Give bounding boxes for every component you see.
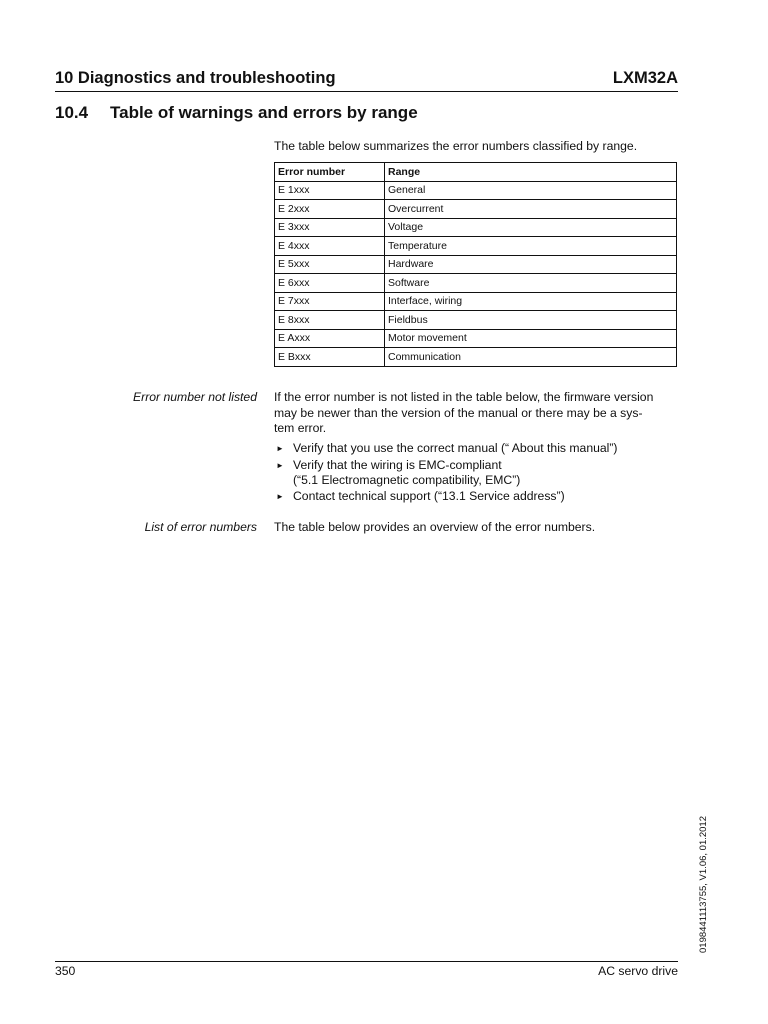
list-item bbox=[274, 458, 617, 488]
error-number-cell: E 4xxx bbox=[275, 237, 385, 256]
section-number: 10.4 bbox=[55, 103, 89, 122]
error-number-cell: E 5xxx bbox=[275, 255, 385, 274]
range-cell: Communication bbox=[385, 348, 677, 367]
header-divider bbox=[55, 91, 678, 92]
error-number-cell: E Bxxx bbox=[275, 348, 385, 367]
paragraph-line: The table below provides an overview of the error numbers. bbox=[274, 520, 596, 534]
column-header-range: Range bbox=[385, 163, 677, 182]
column-header-error-number: Error number bbox=[275, 163, 385, 182]
section-title bbox=[55, 103, 418, 123]
range-cell: Motor movement bbox=[385, 329, 677, 348]
table-row bbox=[275, 218, 677, 237]
margin-label-list-errors: List of error numbers bbox=[144, 520, 257, 534]
error-number-cell: E 7xxx bbox=[275, 292, 385, 311]
list-item-text: Verify that the wiring is EMC-compliant bbox=[293, 457, 502, 472]
triangle-bullet-icon: ► bbox=[276, 444, 284, 453]
error-number-cell: E 2xxx bbox=[275, 200, 385, 219]
paragraph-line: may be newer than the version of the manual or there may be a sys- bbox=[274, 405, 643, 420]
margin-label-not-listed: Error number not listed bbox=[133, 390, 257, 404]
table-row bbox=[275, 311, 677, 330]
table-row bbox=[275, 329, 677, 348]
triangle-bullet-icon: ► bbox=[276, 460, 284, 470]
error-number-cell: E 1xxx bbox=[275, 181, 385, 200]
list-item-text: Contact technical support (“13.1 Service address”) bbox=[293, 489, 565, 503]
section-title-text: Table of warnings and errors by range bbox=[110, 103, 418, 122]
range-cell: Overcurrent bbox=[385, 200, 677, 219]
range-cell: Software bbox=[385, 274, 677, 293]
table-row bbox=[275, 274, 677, 293]
intro-text: The table below summarizes the error numbers classified by range. bbox=[274, 139, 638, 153]
error-number-cell: E 3xxx bbox=[275, 218, 385, 237]
table-row bbox=[275, 237, 677, 256]
footer-divider bbox=[55, 961, 678, 962]
footer-product-name: AC servo drive bbox=[598, 964, 678, 978]
paragraph-line: tem error. bbox=[274, 421, 327, 435]
table-row bbox=[275, 255, 677, 274]
range-cell: Interface, wiring bbox=[385, 292, 677, 311]
table-row bbox=[275, 292, 677, 311]
not-listed-paragraph bbox=[274, 390, 684, 437]
error-range-table bbox=[274, 162, 677, 367]
error-number-cell: E 8xxx bbox=[275, 311, 385, 330]
list-item bbox=[274, 489, 617, 504]
range-cell: Fieldbus bbox=[385, 311, 677, 330]
document-code: 0198441113755, V1.06, 01.2012 bbox=[698, 816, 709, 953]
table-header-row bbox=[275, 163, 677, 182]
range-cell: Voltage bbox=[385, 218, 677, 237]
range-cell: Temperature bbox=[385, 237, 677, 256]
list-errors-paragraph bbox=[274, 520, 684, 536]
page-number: 350 bbox=[55, 964, 76, 978]
triangle-bullet-icon: ► bbox=[276, 492, 284, 501]
range-cell: Hardware bbox=[385, 255, 677, 274]
chapter-heading: 10 Diagnostics and troubleshooting bbox=[55, 69, 336, 87]
action-list bbox=[274, 441, 617, 506]
error-number-cell: E 6xxx bbox=[275, 274, 385, 293]
table-row bbox=[275, 348, 677, 367]
paragraph-line: If the error number is not listed in the table below, the firmware version bbox=[274, 390, 654, 404]
table-row bbox=[275, 181, 677, 200]
table-row bbox=[275, 200, 677, 219]
list-item-text: Verify that you use the correct manual (“ About this manual”) bbox=[293, 441, 618, 455]
error-number-cell: E Axxx bbox=[275, 329, 385, 348]
range-cell: General bbox=[385, 181, 677, 200]
list-item-reference: (“5.1 Electromagnetic compatibility, EMC”) bbox=[293, 472, 521, 487]
product-heading: LXM32A bbox=[612, 69, 678, 87]
list-item bbox=[274, 441, 617, 456]
